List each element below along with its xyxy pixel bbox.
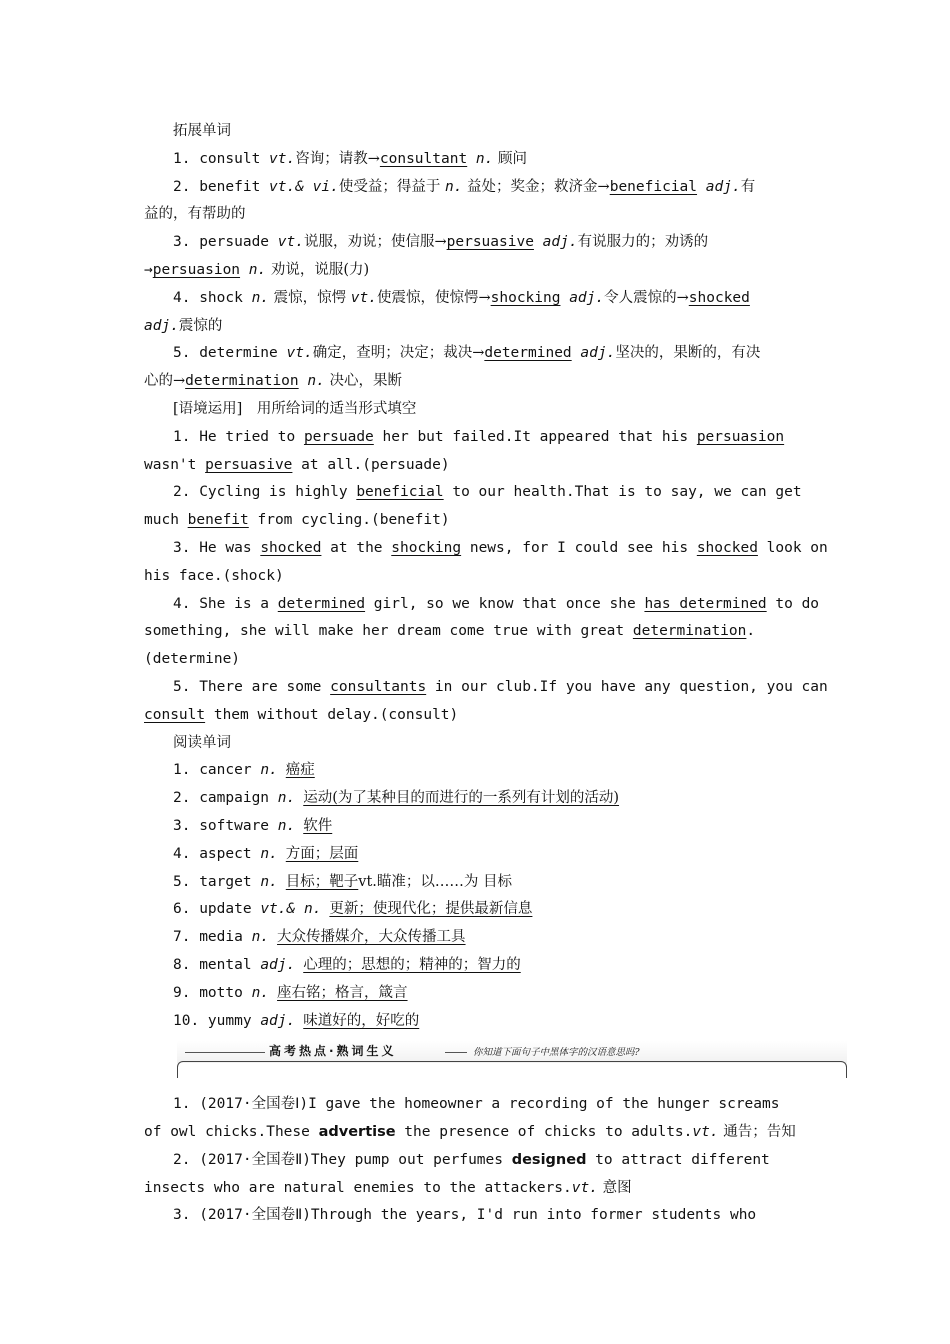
hot-example-3: 3. (2017·全国卷Ⅱ)Through the years, I'd run into former students who	[173, 1207, 757, 1224]
answer: consultants	[330, 678, 427, 695]
context-q2-cont: much benefit from cycling.(benefit)	[144, 512, 450, 529]
answer: shocking	[391, 539, 462, 556]
expand-heading: 拓展单词	[173, 123, 231, 139]
context-q4-cont2: (determine)	[144, 651, 241, 668]
answer: persuade	[303, 428, 374, 445]
reading-item	[144, 785, 812, 813]
expand-item-4: 4. shock n. 震惊，惊愕 vt.使震惊，使惊愕→shocking adj.令人震惊的→shocked	[173, 289, 750, 306]
section-banner	[177, 1041, 847, 1085]
hot-example-2: 2. (2017·全国卷Ⅱ)They pump out perfumes designed to attract different	[173, 1151, 770, 1168]
expand-item-3-cont: →persuasion n. 劝说，说服(力)	[144, 261, 370, 278]
answer: shocking	[490, 289, 561, 306]
answer: consultant	[379, 150, 468, 167]
reading-list	[144, 757, 812, 1035]
item-definition: 大众传播媒介，大众传播工具	[277, 929, 466, 946]
banner-title: 高考热点·熟词生义	[269, 1044, 397, 1059]
item-term: 2. campaign	[173, 790, 278, 807]
context-q4-cont: something, she will make her dream come true with great determination.	[144, 623, 756, 640]
reading-item	[144, 869, 812, 897]
item-term: 7. media	[173, 929, 252, 946]
banner-hint: 你知道下面句子中黑体字的汉语意思吗?	[473, 1047, 640, 1059]
item-term: 1. cancer	[173, 762, 261, 779]
item-term: 9. motto	[173, 984, 252, 1001]
context-q4: 4. She is a determined girl, so we know that once she has determined to do	[173, 595, 820, 612]
answer: shocked	[260, 539, 322, 556]
bold-word: designed	[511, 1151, 587, 1168]
answer: has determined	[644, 595, 767, 612]
reading-item	[144, 924, 812, 952]
banner-rule	[445, 1052, 467, 1053]
item-term: 8. mental	[173, 956, 261, 973]
item-pos: n.	[260, 845, 278, 862]
reading-item	[144, 757, 812, 785]
answer: benefit	[187, 512, 249, 529]
context-q1: 1. He tried to persuade her but failed.It appeared that his persuasion	[173, 428, 785, 445]
reading-item	[144, 813, 812, 841]
item-pos: n.	[260, 762, 278, 779]
item-pos: adj.	[260, 1012, 296, 1029]
hot-example-1-cont: of owl chicks.These advertise the presence of chicks to adults.vt. 通告；告知	[144, 1124, 796, 1141]
answer: determined	[277, 595, 366, 612]
answer: consult	[144, 706, 206, 723]
item-pos: n.	[251, 984, 270, 1001]
answer: persuasion	[152, 261, 241, 278]
item-pos: vt.& n.	[260, 901, 322, 918]
reading-item	[144, 896, 812, 924]
banner-rule	[185, 1052, 265, 1053]
item-definition: 目标；靶子	[285, 873, 359, 890]
document-page	[144, 118, 828, 1230]
item-pos: n.	[277, 790, 296, 807]
reading-item	[144, 841, 812, 869]
bold-word: advertise	[318, 1124, 396, 1141]
expand-item-4-cont: adj.震惊的	[144, 317, 223, 334]
item-extra: vt.瞄准；以……为 目标	[358, 873, 513, 890]
answer: determination	[185, 373, 299, 390]
expand-item-3: 3. persuade vt.说服，劝说；使信服→persuasive adj.有说服力的；劝诱的	[173, 234, 709, 251]
item-term: 5. target	[173, 873, 261, 890]
item-pos: adj.	[260, 956, 296, 973]
item-term: 4. aspect	[173, 845, 261, 862]
reading-item	[144, 952, 812, 980]
hot-example-1: 1. (2017·全国卷Ⅰ)I gave the homeowner a recording of the hunger screams	[173, 1096, 780, 1113]
item-term: 10. yummy	[173, 1012, 261, 1029]
answer: shocked	[696, 539, 758, 556]
context-q2: 2. Cycling is highly beneficial to our health.That is to say, we can get	[173, 484, 802, 501]
item-definition: 方面；层面	[285, 845, 359, 862]
answer: persuasive	[446, 234, 534, 251]
item-pos: n.	[277, 817, 296, 834]
reading-heading: 阅读单词	[173, 734, 231, 751]
item-pos: n.	[260, 873, 278, 890]
context-q5: 5. There are some consultants in our club.If you have any question, you can	[173, 678, 828, 695]
expand-item-5: 5. determine vt.确定，查明；决定；裁决→determined adj.坚决的，果断的，有决	[173, 345, 761, 362]
item-pos: n.	[251, 929, 270, 946]
banner-frame	[177, 1061, 847, 1078]
context-q3-cont: his face.(shock)	[144, 567, 284, 584]
answer: shocked	[688, 289, 750, 306]
answer: persuasive	[205, 456, 293, 473]
item-definition: 癌症	[285, 762, 315, 779]
answer: persuasion	[696, 428, 785, 445]
expand-item-1: 1. consult vt.咨询；请教→consultant n. 顾问	[173, 150, 528, 167]
item-term: 6. update	[173, 901, 261, 918]
answer: beneficial	[609, 178, 698, 195]
answer: determination	[632, 623, 747, 640]
item-definition: 心理的；思想的；精神的；智力的	[303, 956, 521, 973]
item-definition: 软件	[303, 817, 333, 834]
context-q5-cont: consult them without delay.(consult)	[144, 706, 459, 723]
context-heading: [语境运用] 用所给词的适当形式填空	[173, 400, 417, 417]
context-q3: 3. He was shocked at the shocking news, for I could see his shocked look on	[173, 539, 828, 556]
context-q1-cont: wasn't persuasive at all.(persuade)	[144, 456, 450, 473]
expand-item-5-cont: 心的→determination n. 决心，果断	[144, 373, 402, 390]
reading-item	[144, 980, 812, 1008]
item-definition: 味道好的，好吃的	[303, 1012, 420, 1029]
item-definition: 更新；使现代化；提供最新信息	[329, 901, 533, 918]
reading-item	[144, 1008, 812, 1036]
expand-item-2-cont: 益的，有帮助的	[144, 206, 246, 223]
answer: determined	[484, 345, 572, 362]
item-definition: 座右铭；格言，箴言	[277, 984, 408, 1001]
answer: beneficial	[356, 484, 444, 501]
expand-item-2: 2. benefit vt.& vi.使受益；得益于 n. 益处；奖金；救济金→beneficial adj.有	[173, 178, 756, 195]
item-term: 3. software	[173, 817, 278, 834]
item-definition: 运动(为了某种目的而进行的一系列有计划的活动)	[303, 790, 620, 807]
hot-example-2-cont: insects who are natural enemies to the attackers.vt. 意图	[144, 1179, 632, 1196]
